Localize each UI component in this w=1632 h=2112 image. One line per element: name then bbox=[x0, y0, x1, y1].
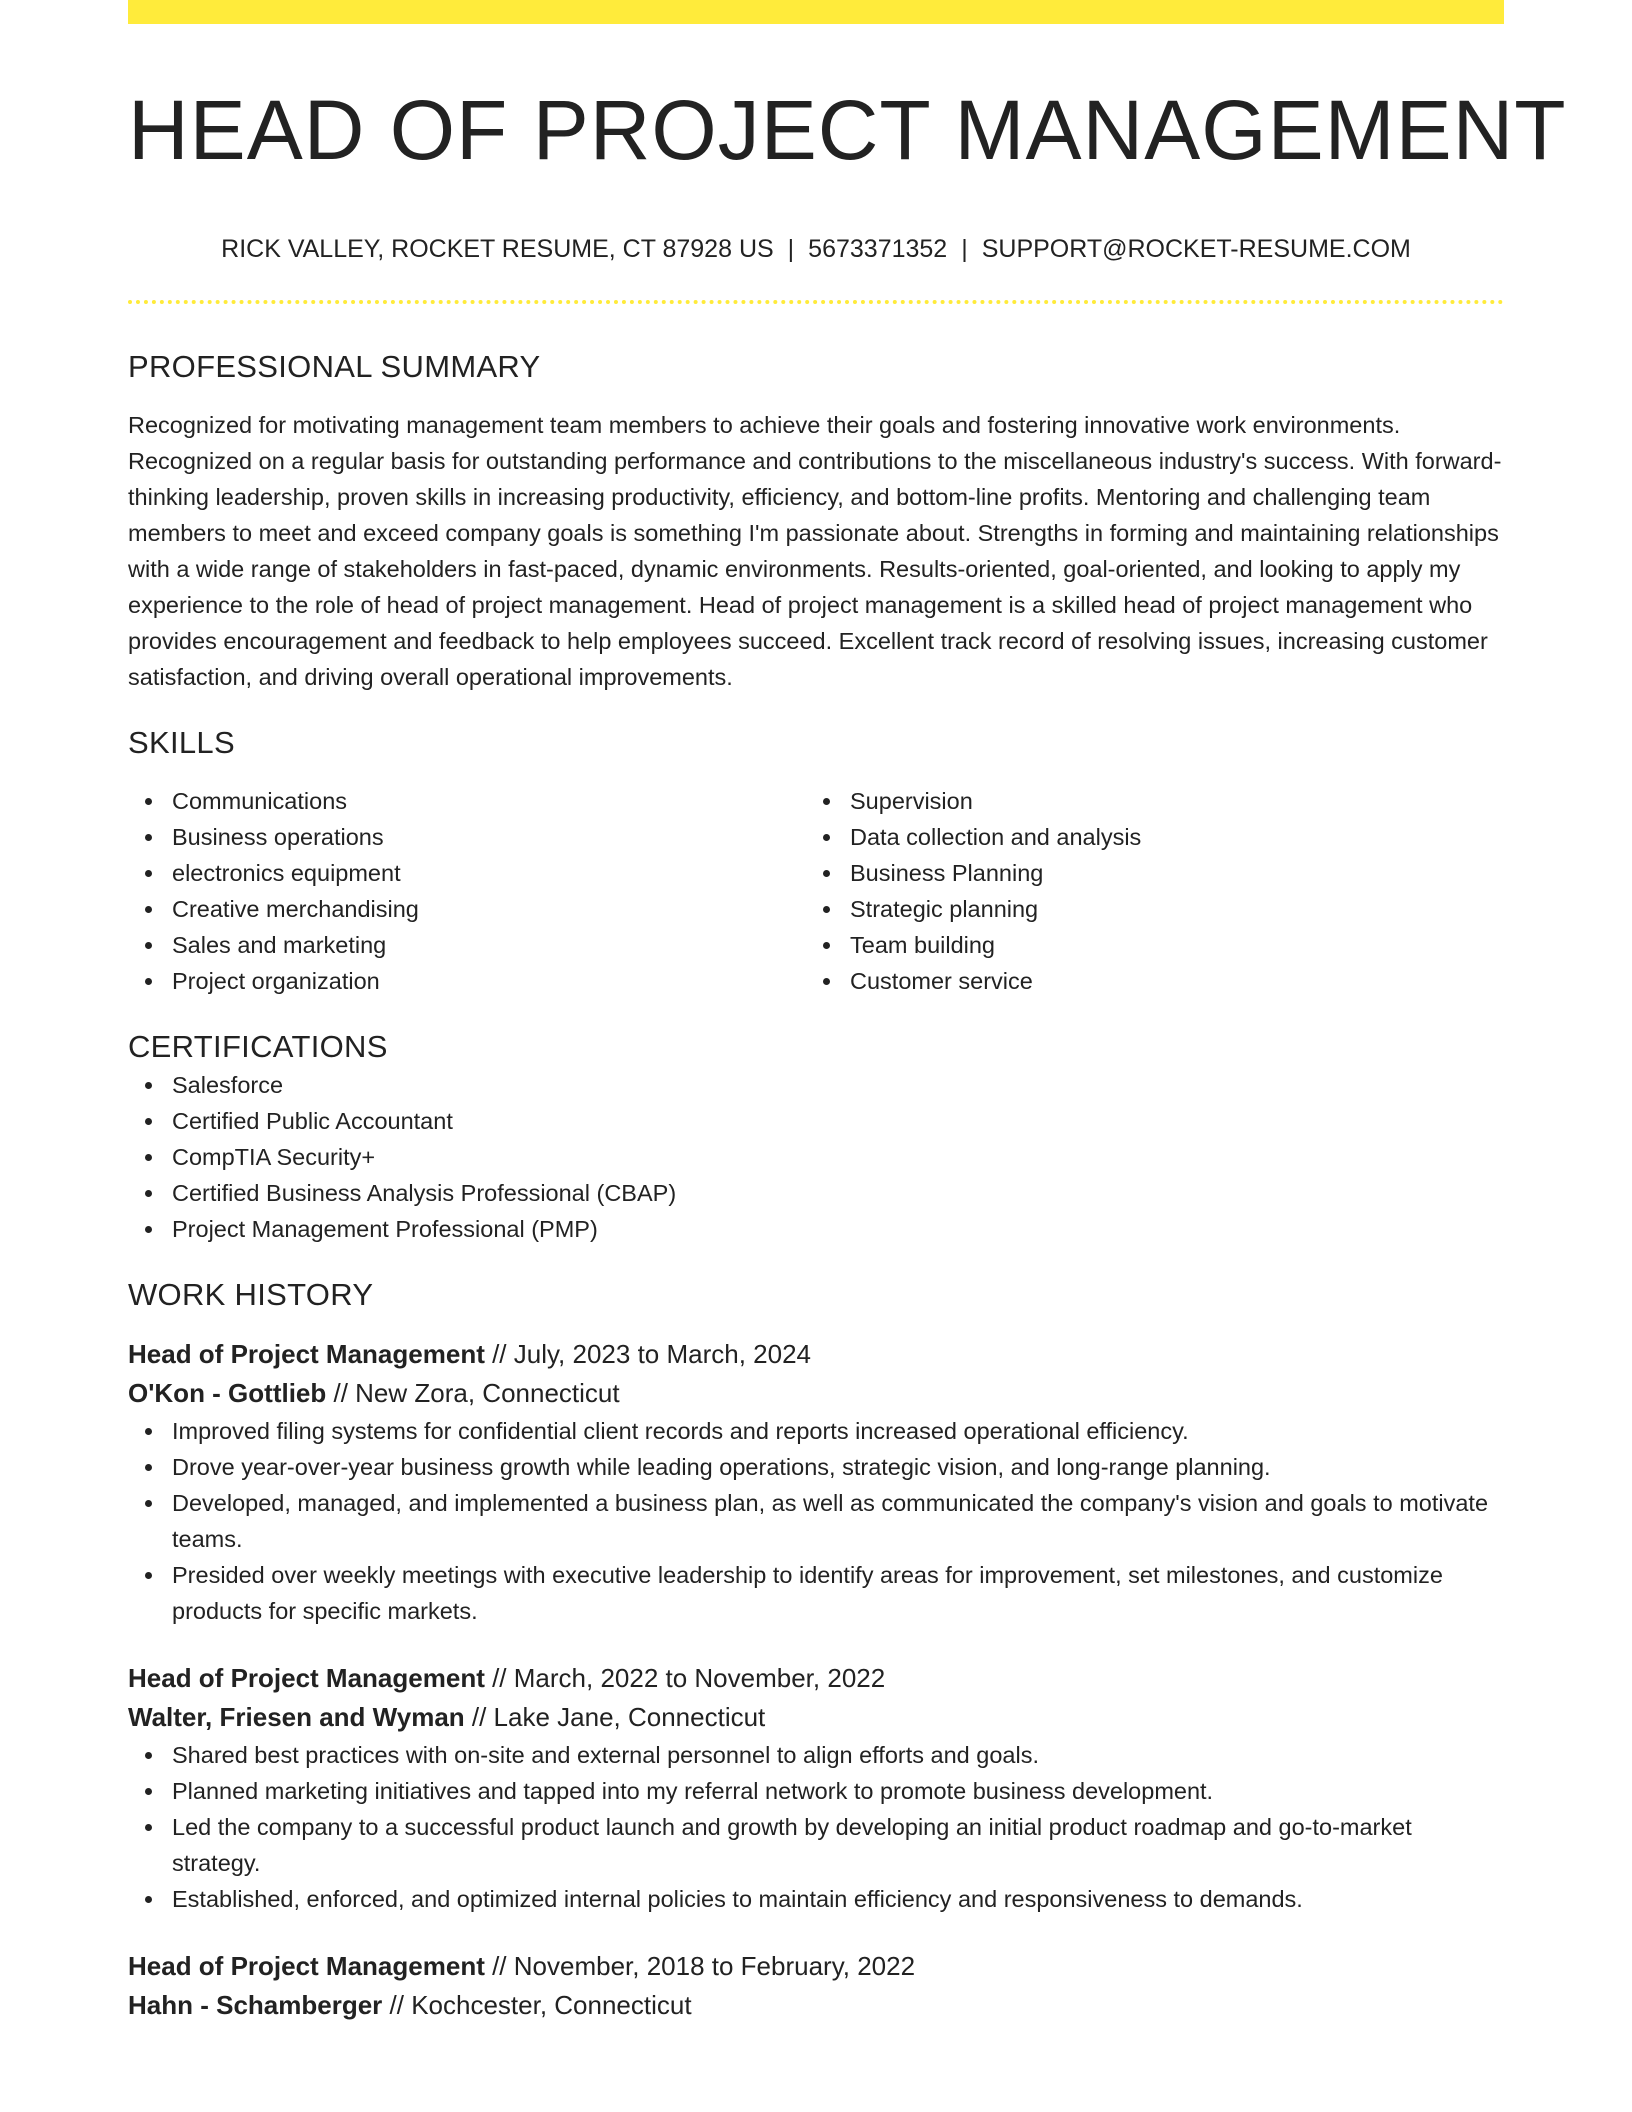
job-title-line bbox=[128, 1947, 1504, 1986]
certification-item: Project Management Professional (PMP) bbox=[128, 1211, 1504, 1247]
skill-item: Strategic planning bbox=[806, 891, 1484, 927]
job-title: Head of Project Management bbox=[128, 1951, 485, 1981]
contact-separator: | bbox=[961, 235, 968, 263]
job-bullet: Developed, managed, and implemented a business plan, as well as communicated the company's vision and goals to motivate teams. bbox=[128, 1485, 1504, 1557]
job-entry bbox=[128, 1947, 1504, 2025]
job-dates: // November, 2018 to February, 2022 bbox=[484, 1951, 916, 1981]
job-bullet-list bbox=[128, 1737, 1504, 1917]
job-company-line bbox=[128, 1698, 1504, 1737]
job-bullet-list bbox=[128, 1413, 1504, 1629]
skill-item: Communications bbox=[128, 783, 806, 819]
dotted-divider bbox=[128, 300, 1504, 304]
job-bullet: Improved filing systems for confidential client records and reports increased operational efficiency. bbox=[128, 1413, 1504, 1449]
certification-item: Certified Business Analysis Professional (CBAP) bbox=[128, 1175, 1504, 1211]
contact-address: RICK VALLEY, ROCKET RESUME, CT 87928 US bbox=[221, 235, 774, 263]
skill-item: Customer service bbox=[806, 963, 1484, 999]
certifications-section bbox=[128, 1027, 1504, 1247]
skills-heading: SKILLS bbox=[128, 725, 235, 760]
skill-item: Sales and marketing bbox=[128, 927, 806, 963]
certification-item: Salesforce bbox=[128, 1067, 1504, 1103]
certifications-list bbox=[128, 1067, 1504, 1247]
job-company-line bbox=[128, 1374, 1504, 1413]
job-bullet: Led the company to a successful product launch and growth by developing an initial product roadmap and go-to-market strategy. bbox=[128, 1809, 1504, 1881]
skill-item: Project organization bbox=[128, 963, 806, 999]
skill-item: Business operations bbox=[128, 819, 806, 855]
top-accent-bar bbox=[128, 0, 1504, 24]
job-bullet: Established, enforced, and optimized internal policies to maintain efficiency and responsiveness to demands. bbox=[128, 1881, 1504, 1917]
certifications-heading: CERTIFICATIONS bbox=[128, 1029, 388, 1064]
job-location: // New Zora, Connecticut bbox=[326, 1378, 620, 1408]
job-company: O'Kon - Gottlieb bbox=[128, 1378, 327, 1408]
job-bullet: Planned marketing initiatives and tapped into my referral network to promote business development. bbox=[128, 1773, 1504, 1809]
job-bullet: Presided over weekly meetings with executive leadership to identify areas for improvement, set milestones, and customize products for specific markets. bbox=[128, 1557, 1504, 1629]
resume-page bbox=[128, 0, 1567, 2025]
skills-list-left bbox=[128, 783, 806, 999]
skills-section bbox=[128, 723, 1504, 999]
skill-item: electronics equipment bbox=[128, 855, 806, 891]
job-company: Hahn - Schamberger bbox=[128, 1990, 383, 2020]
skills-column-left bbox=[128, 783, 806, 999]
contact-email: SUPPORT@ROCKET-RESUME.COM bbox=[981, 235, 1411, 263]
job-company: Walter, Friesen and Wyman bbox=[128, 1702, 465, 1732]
job-title-line bbox=[128, 1659, 1504, 1698]
skill-item: Team building bbox=[806, 927, 1484, 963]
skills-column-right bbox=[806, 783, 1484, 999]
skill-item: Data collection and analysis bbox=[806, 819, 1484, 855]
job-title-line bbox=[128, 1335, 1504, 1374]
job-entry bbox=[128, 1659, 1504, 1917]
skills-list-right bbox=[806, 783, 1484, 999]
job-dates: // March, 2022 to November, 2022 bbox=[484, 1663, 886, 1693]
work-history-heading: WORK HISTORY bbox=[128, 1277, 374, 1312]
job-bullet: Drove year-over-year business growth while leading operations, strategic vision, and long-range planning. bbox=[128, 1449, 1504, 1485]
job-company-line bbox=[128, 1986, 1504, 2025]
skill-item: Supervision bbox=[806, 783, 1484, 819]
job-bullet: Shared best practices with on-site and external personnel to align efforts and goals. bbox=[128, 1737, 1504, 1773]
job-location: // Kochcester, Connecticut bbox=[382, 1990, 692, 2020]
work-history-section bbox=[128, 1275, 1504, 2025]
contact-line bbox=[128, 234, 1504, 264]
job-title: Head of Project Management bbox=[128, 1339, 485, 1369]
skill-item: Business Planning bbox=[806, 855, 1484, 891]
summary-section bbox=[128, 347, 1504, 695]
job-dates: // July, 2023 to March, 2024 bbox=[484, 1339, 812, 1369]
resume-title: HEAD OF PROJECT MANAGEMENT bbox=[128, 83, 1567, 177]
contact-phone: 5673371352 bbox=[808, 235, 948, 263]
job-title: Head of Project Management bbox=[128, 1663, 485, 1693]
skill-item: Creative merchandising bbox=[128, 891, 806, 927]
skills-grid bbox=[128, 783, 1504, 999]
summary-heading: PROFESSIONAL SUMMARY bbox=[128, 349, 541, 384]
certification-item: CompTIA Security+ bbox=[128, 1139, 1504, 1175]
certification-item: Certified Public Accountant bbox=[128, 1103, 1504, 1139]
job-entry bbox=[128, 1335, 1504, 1629]
job-location: // Lake Jane, Connecticut bbox=[464, 1702, 766, 1732]
summary-text: Recognized for motivating management team members to achieve their goals and fostering innovative work environments. Recognized on a regular basis for outstanding performance and contributions to the miscellaneous industry's success. With forward-thinking leadership, proven skills in increasing productivity, efficiency, and bottom-line profits. Mentoring and challenging team members to meet and exceed company goals is something I'm passionate about. Strengths in forming and maintaining relationships with a wide range of stakeholders in fast-paced, dynamic environments. Results-oriented, goal-oriented, and looking to apply my experience to the role of head of project management. Head of project management is a skilled head of project management who provides encouragement and feedback to help employees succeed. Excellent track record of resolving issues, increasing customer satisfaction, and driving overall operational improvements. bbox=[128, 412, 1502, 690]
contact-separator: | bbox=[787, 235, 795, 263]
